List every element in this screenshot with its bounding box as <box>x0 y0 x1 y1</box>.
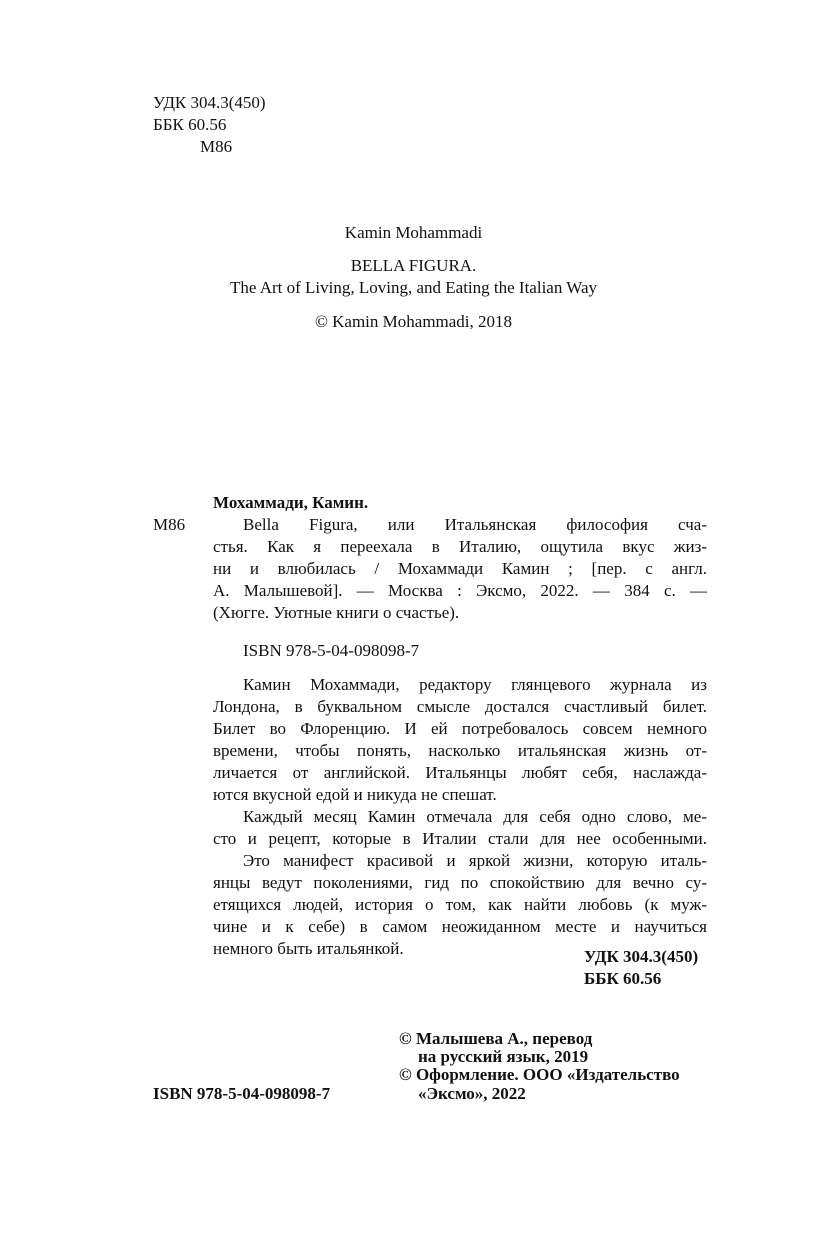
udk-code: УДК 304.3(450) <box>153 93 266 112</box>
annotation-line: Камин Мохаммади, редактору глянцевого журнала из <box>243 675 707 694</box>
annotation-line: ются вкусной едой и никуда не спешат. <box>213 785 497 804</box>
record-author-sign: М86 <box>153 515 186 534</box>
record-line: (Хюгге. Уютные книги о счастье). <box>213 603 460 622</box>
record-line: Bella Figura, или Итальянская философия сча- <box>243 515 707 534</box>
record-line: А. Малышевой]. — Москва : Эксмо, 2022. — 384 с. — <box>213 581 707 600</box>
annotation-line: Лондона, в буквальном смысле достался счастливый билет. <box>213 697 707 716</box>
copyright-line: © Оформление. ООО «Издательство <box>399 1065 680 1084</box>
copyright-line: на русский язык, 2019 <box>418 1047 589 1066</box>
author-sign: М86 <box>200 137 233 156</box>
annotation-line: Билет во Флоренцию. И ей потребовалось совсем немного <box>213 719 707 738</box>
bbk-code: ББК 60.56 <box>153 115 227 134</box>
annotation-line: чине и к себе) в самом неожиданном месте и научиться <box>213 917 707 936</box>
original-title: BELLA FIGURA. <box>350 256 477 275</box>
original-author: Kamin Mohammadi <box>344 223 483 242</box>
original-subtitle: The Art of Living, Loving, and Eating the Italian Way <box>229 278 598 297</box>
annotation-udk: УДК 304.3(450) <box>584 947 699 966</box>
annotation-bbk: ББК 60.56 <box>584 969 662 988</box>
record-heading: Мохаммади, Камин. <box>213 493 369 512</box>
record-line: ни и влюбилась / Мохаммади Камин ; [пер. с англ. <box>213 559 707 578</box>
annotation-line: сто и рецепт, которые в Италии стали для нее особенными. <box>213 829 707 848</box>
annotation-line: личается от английской. Итальянцы любят себя, наслажда- <box>213 763 707 782</box>
annotation-line: Каждый месяц Камин отмечала для себя одно слово, ме- <box>243 807 707 826</box>
original-copyright: © Kamin Mohammadi, 2018 <box>314 312 513 331</box>
annotation-line: Это манифест красивой и яркой жизни, которую италь- <box>243 851 707 870</box>
copyright-line: «Эксмо», 2022 <box>418 1084 526 1103</box>
record-isbn: ISBN 978-5-04-098098-7 <box>243 641 420 660</box>
annotation-line: етящихся людей, история о том, как найти любовь (к муж- <box>213 895 707 914</box>
annotation-line: времени, чтобы понять, насколько итальянская жизнь от- <box>213 741 707 760</box>
annotation-line: немного быть итальянкой. <box>213 939 404 958</box>
copyright-line: © Малышева А., перевод <box>399 1029 593 1048</box>
footer-isbn: ISBN 978-5-04-098098-7 <box>153 1084 331 1103</box>
annotation-line: янцы ведут поколениями, гид по спокойствию для вечно су- <box>213 873 707 892</box>
record-line: стья. Как я переехала в Италию, ощутила вкус жиз- <box>213 537 707 556</box>
